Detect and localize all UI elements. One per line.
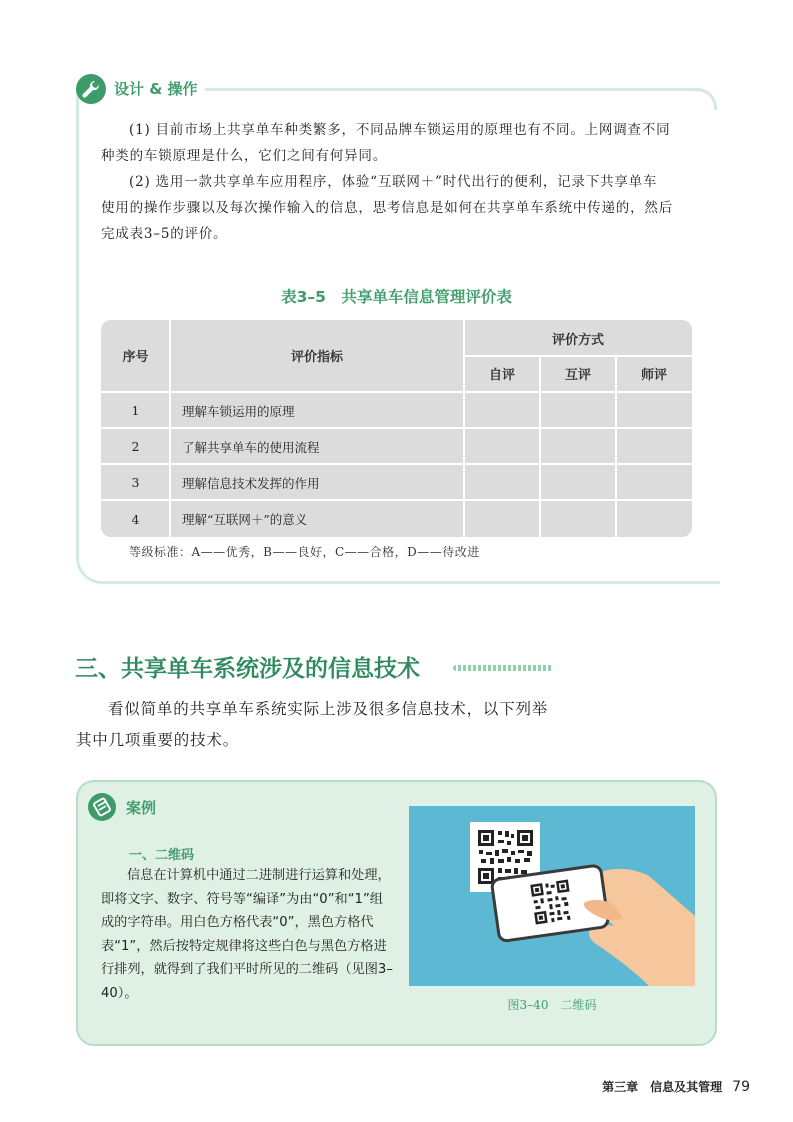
design-paragraph-line-4: 使用的操作步骤以及每次操作输入的信息，思考信息是如何在共享单车系统中传递的，然后 (101, 200, 673, 216)
design-paragraph-line-2: 种类的车锁原理是什么，它们之间有何异同。 (101, 148, 387, 164)
page-number: 79 (732, 1079, 750, 1095)
row-1-indicator: 理解车锁运用的原理 (182, 403, 295, 419)
section-paragraph-line-2: 其中几项重要的技术。 (76, 731, 240, 749)
wrench-icon (76, 74, 106, 104)
row-4-indicator: 理解“互联网＋”的意义 (182, 512, 308, 527)
section-paragraph-line-1: 看似简单的共享单车系统实际上涉及很多信息技术，以下列举 (108, 700, 549, 718)
header-indicator: 评价指标 (290, 350, 343, 365)
row-4-no: 4 (131, 511, 140, 527)
table-divider (464, 355, 692, 357)
section-title-decoration (453, 665, 553, 671)
qr-code-figure (409, 806, 695, 986)
figure-caption: 图3–40 二维码 (507, 998, 597, 1012)
chapter-label: 第三章 信息及其管理 (602, 1080, 723, 1094)
design-paragraph-line-5: 完成表3–5的评价。 (101, 226, 228, 242)
row-3-no: 3 (131, 475, 140, 490)
design-paragraph-line-3: (2) 选用一款共享单车应用程序，体验“互联网＋”时代出行的便利，记录下共享单车 (129, 174, 658, 190)
row-2-indicator: 了解共享单车的使用流程 (182, 439, 320, 455)
design-paragraph-line-1: (1) 目前市场上共享单车种类繁多，不同品牌车锁运用的原理也有不同。上网调查不同 (129, 122, 671, 138)
header-method: 评价方式 (551, 332, 604, 348)
grade-standard-note: 等级标准：A——优秀，B——良好，C——合格，D——待改进 (129, 545, 480, 559)
table-divider (539, 356, 541, 537)
row-2-no: 2 (131, 439, 140, 454)
design-operation-title: 设计 & 操作 (114, 80, 198, 98)
header-peer: 互评 (564, 368, 591, 383)
case-title: 案例 (126, 799, 157, 817)
evaluation-table (101, 320, 692, 537)
case-icon (88, 793, 116, 821)
table-divider (101, 463, 692, 465)
header-no: 序号 (122, 350, 149, 365)
section-title: 三、共享单车系统涉及的信息技术 (75, 656, 420, 682)
table-divider (615, 356, 617, 537)
table-divider (101, 499, 692, 501)
row-3-indicator: 理解信息技术发挥的作用 (182, 475, 320, 491)
header-self: 自评 (488, 368, 515, 383)
header-teacher: 师评 (640, 368, 667, 383)
table-divider (101, 391, 692, 393)
case-subtitle: 一、二维码 (129, 848, 195, 863)
page-footer (602, 1078, 750, 1095)
table-title: 表3–5 共享单车信息管理评价表 (281, 288, 512, 306)
row-1-no: 1 (131, 403, 140, 418)
case-body-text: 信息在计算机中通过二进制进行运算和处理，即将文字、数字、符号等“编译”为由“0”和“1”组成的字符串。用白色方格代表“0”，黑色方格代表“1”，然后按特定规律将这些白色与黑色方格进行排列，就得到了我们平时所见的二维码（见图3–40）。 (101, 868, 393, 1001)
table-divider (101, 427, 692, 429)
design-box-top-border (205, 88, 700, 91)
